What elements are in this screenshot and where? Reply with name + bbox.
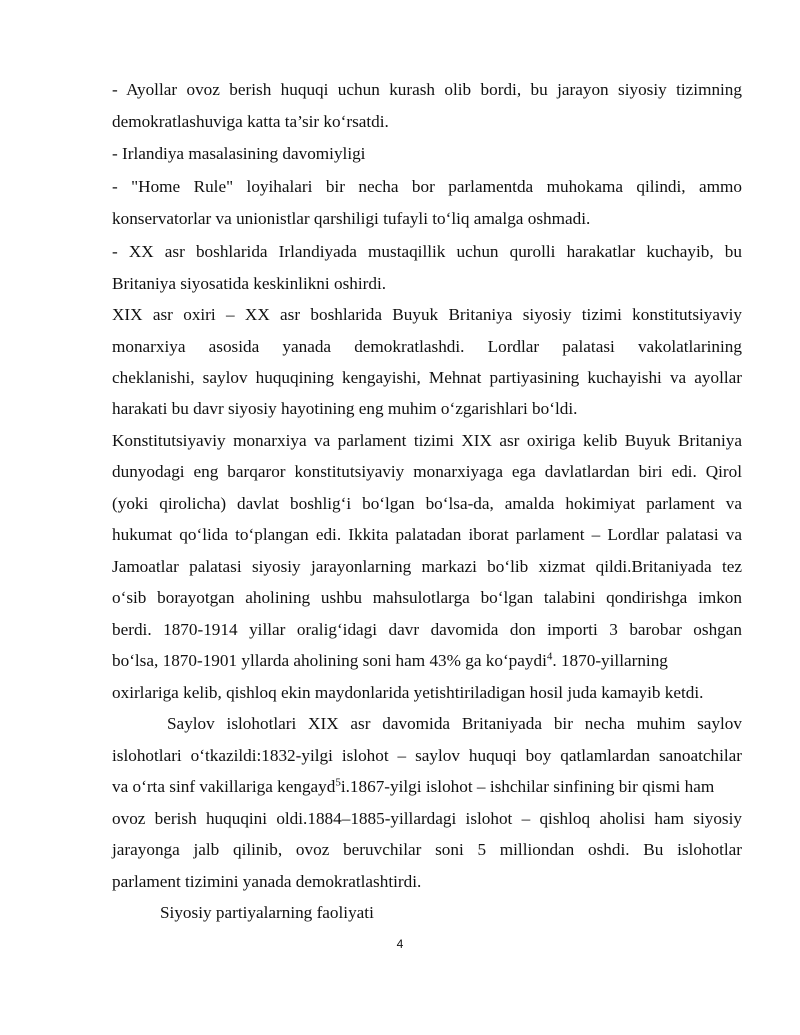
text-line-23-tail: i.1867-yilgi islohot – ishchilar sinfining bir qismi ham xyxy=(340,777,715,796)
text-line-8: XIX asr oxiri – XX asr boshlarida Buyuk Britaniya siyosiy tizimi konstitutsiyaviy xyxy=(112,305,742,324)
text-line-21: Saylov islohotlari XIX asr davomida Britaniyada bir necha muhim saylov xyxy=(167,714,742,733)
text-line-19-tail: . 1870-yillarning xyxy=(552,651,668,670)
text-line-19-body: boʻlsa, 1870-1901 yllarda aholining soni ham 43% ga koʻpaydi xyxy=(112,651,547,670)
text-line-24: ovoz berish huquqini oldi.1884–1885-yillardagi islohot – qishloq aholisi ham siyosiy xyxy=(112,809,742,828)
text-line-4: - "Home Rule" loyihalari bir necha bor parlamentda muhokama qilindi, ammo xyxy=(112,177,742,196)
text-line-9: monarxiya asosida yanada demokratlashdi. Lordlar palatasi vakolatlarining xyxy=(112,337,742,356)
text-line-1: - Ayollar ovoz berish huquqi uchun kurash olib bordi, bu jarayon siyosiy tizimning xyxy=(112,80,742,99)
footnote-ref-4: 4 xyxy=(546,650,553,663)
footnote-ref-5: 5 xyxy=(335,776,341,789)
text-line-6: - XX asr boshlarida Irlandiyada mustaqillik uchun qurolli harakatlar kuchayib, bu xyxy=(112,242,742,261)
text-line-15: hukumat qoʻlida toʻplangan edi. Ikkita palatadan iborat parlament – Lordlar palatasi va xyxy=(112,525,742,544)
text-line-18: berdi. 1870-1914 yillar oraligʻidagi davr davomida don importi 3 barobar oshgan xyxy=(112,620,742,639)
text-line-23-body: va oʻrta sinf vakillariga kengayd xyxy=(112,777,336,796)
text-line-10: cheklanishi, saylov huquqining kengayishi, Mehnat partiyasining kuchayishi va ayollar xyxy=(112,368,742,387)
text-line-2: demokratlashuviga katta ta’sir koʻrsatdi. xyxy=(112,112,389,131)
text-line-12: Konstitutsiyaviy monarxiya va parlament tizimi XIX asr oxiriga kelib Buyuk Britaniya xyxy=(112,431,742,450)
text-line-3: - Irlandiya masalasining davomiyligi xyxy=(112,144,366,163)
section-heading: Siyosiy partiyalarning faoliyati xyxy=(160,903,374,922)
text-line-25: jarayonga jalb qilinib, ovoz beruvchilar soni 5 milliondan oshdi. Bu islohotlar xyxy=(112,840,742,859)
text-line-7: Britaniya siyosatida keskinlikni oshirdi. xyxy=(112,274,387,293)
page-number: 4 xyxy=(396,937,404,951)
text-line-17: oʻsib borayotgan aholining ushbu mahsulotlarga boʻlgan talabini qondirishga imkon xyxy=(112,588,742,607)
text-line-20: oxirlariga kelib, qishloq ekin maydonlarida yetishtiriladigan hosil juda kamayib ketdi. xyxy=(112,683,704,702)
text-line-14: (yoki qirolicha) davlat boshligʻi boʻlgan boʻlsa-da, amalda hokimiyat parlament va xyxy=(112,494,742,513)
text-line-26: parlament tizimini yanada demokratlashtirdi. xyxy=(112,872,422,891)
text-line-22: islohotlari oʻtkazildi:1832-yilgi islohot – saylov huquqi boy qatlamlardan sanoatchilar xyxy=(112,746,742,765)
text-line-23 xyxy=(112,777,714,797)
text-line-19 xyxy=(112,651,742,671)
text-line-19-main xyxy=(112,651,668,671)
text-line-13: dunyodagi eng barqaror konstitutsiyaviy monarxiyaga ega davlatlardan biri edi. Qirol xyxy=(112,462,742,481)
text-line-11: harakati bu davr siyosiy hayotining eng muhim oʻzgarishlari boʻldi. xyxy=(112,399,578,418)
text-line-16: Jamoatlar palatasi siyosiy jarayonlarning markazi boʻlib xizmat qildi.Britaniyada tez xyxy=(112,557,742,576)
text-line-5: konservatorlar va unionistlar qarshiligi tufayli toʻliq amalga oshmadi. xyxy=(112,209,591,228)
